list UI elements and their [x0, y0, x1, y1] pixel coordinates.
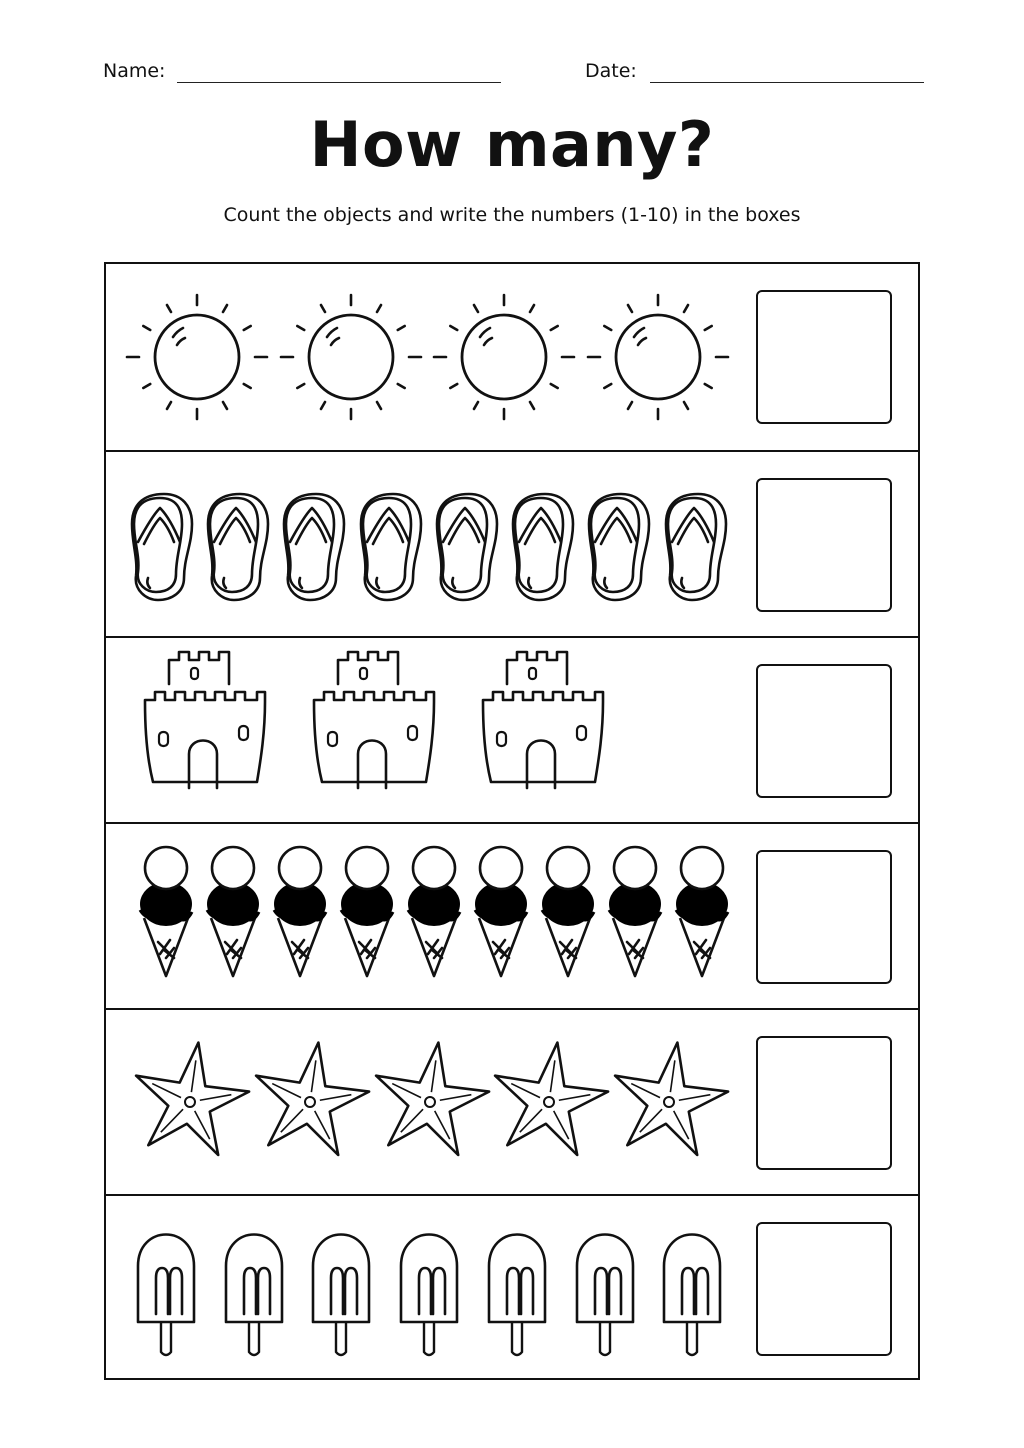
starfish-group — [106, 1010, 746, 1196]
starfish-icon — [615, 1043, 728, 1155]
starfish-icon — [376, 1043, 489, 1155]
sandcastle-icon — [314, 652, 434, 788]
date-line — [650, 82, 924, 83]
popsicle-icon — [489, 1235, 545, 1356]
sandcastle-icon — [145, 652, 265, 788]
popsicle-icon — [401, 1235, 457, 1356]
popsicle-icon — [313, 1235, 369, 1356]
flip-flop-icon — [437, 494, 497, 600]
sandcastle-group — [106, 638, 746, 824]
ice-cream-cone-icon — [676, 847, 728, 976]
sun-group — [106, 264, 746, 450]
answer-box-flip-flop[interactable] — [756, 478, 892, 612]
row-sandcastle — [106, 638, 918, 824]
name-line — [177, 82, 501, 83]
ice-cream-cone-icon — [609, 847, 661, 976]
ice-cream-cone-icon — [274, 847, 326, 976]
ice-cream-cone-icon — [207, 847, 259, 976]
date-label: Date: — [585, 60, 637, 82]
row-starfish — [106, 1010, 918, 1196]
flip-flop-icon — [208, 494, 268, 600]
date-field[interactable] — [585, 60, 637, 82]
popsicle-icon — [226, 1235, 282, 1356]
starfish-icon — [256, 1043, 369, 1155]
flip-flop-icon — [589, 494, 649, 600]
ice-cream-cone-icon — [140, 847, 192, 976]
flip-flop-icon — [361, 494, 421, 600]
sun-icon — [127, 295, 267, 419]
sun-icon — [588, 295, 728, 419]
ice-cream-cone-icon — [341, 847, 393, 976]
answer-box-starfish[interactable] — [756, 1036, 892, 1170]
answer-box-ice-cream[interactable] — [756, 850, 892, 984]
ice-cream-cone-icon — [475, 847, 527, 976]
row-popsicle — [106, 1196, 918, 1382]
popsicle-icon — [577, 1235, 633, 1356]
flip-flop-icon — [132, 494, 192, 600]
starfish-icon — [136, 1043, 249, 1155]
flip-flop-icon — [284, 494, 344, 600]
ice-cream-cone-icon — [542, 847, 594, 976]
flip-flop-icon — [513, 494, 573, 600]
row-flip-flop — [106, 452, 918, 638]
name-label: Name: — [103, 60, 166, 82]
flip-flop-group — [106, 452, 746, 638]
counting-sheet — [104, 262, 920, 1380]
popsicle-icon — [664, 1235, 720, 1356]
sun-icon — [434, 295, 574, 419]
popsicle-group — [106, 1196, 746, 1382]
sandcastle-icon — [483, 652, 603, 788]
answer-box-popsicle[interactable] — [756, 1222, 892, 1356]
ice-cream-group — [106, 824, 746, 1010]
page-title: How many? — [309, 108, 715, 181]
popsicle-icon — [138, 1235, 194, 1356]
starfish-icon — [495, 1043, 608, 1155]
answer-box-sun[interactable] — [756, 290, 892, 424]
answer-box-sandcastle[interactable] — [756, 664, 892, 798]
instructions: Count the objects and write the numbers (1-10) in the boxes — [223, 204, 801, 226]
sun-icon — [281, 295, 421, 419]
row-sun — [106, 264, 918, 450]
row-ice-cream — [106, 824, 918, 1010]
name-field[interactable] — [103, 60, 165, 82]
flip-flop-icon — [666, 494, 726, 600]
ice-cream-cone-icon — [408, 847, 460, 976]
